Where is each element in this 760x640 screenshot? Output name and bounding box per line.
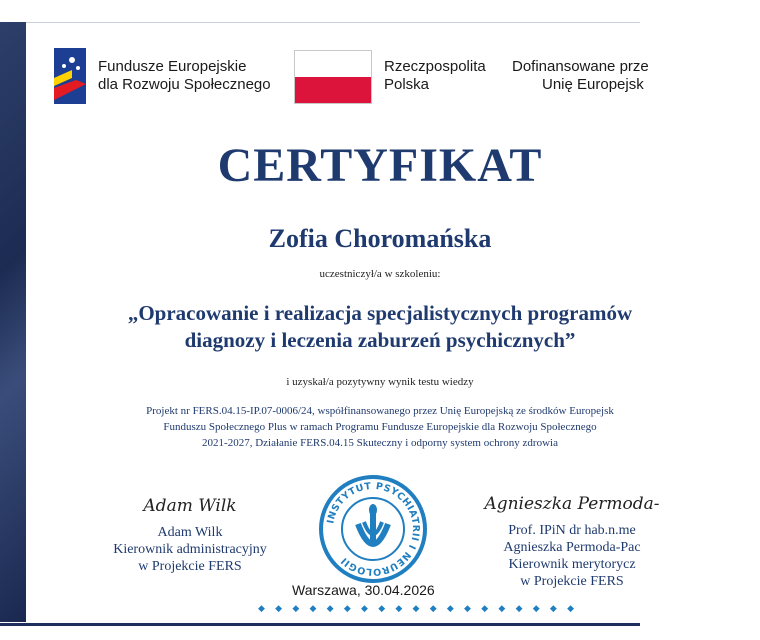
signature-right-handwriting: Agnieszka Permoda-	[484, 494, 660, 514]
project-line1: Projekt nr FERS.04.15-IP.07-0006/24, współfinansowanego przez Unię Europejską ze środków Europejsk	[146, 405, 614, 417]
signature-left	[100, 488, 280, 575]
poland-line1: Rzeczpospolita	[384, 58, 486, 75]
course-title	[0, 300, 760, 354]
signature-right-role: Kierownik merytorycz	[508, 557, 636, 572]
eu-cofinanced-line1: Dofinansowane prze	[512, 58, 649, 75]
poland-logo	[294, 50, 486, 104]
signature-left-name: Adam Wilk	[157, 525, 223, 540]
participated-text: uczestniczył/a w szkoleniu:	[319, 268, 441, 280]
decorative-dots: ◆ ◆ ◆ ◆ ◆ ◆ ◆ ◆ ◆ ◆ ◆ ◆ ◆ ◆ ◆ ◆ ◆ ◆ ◆	[258, 603, 579, 613]
course-line1: „Opracowanie i realizacja specjalistycznych programów	[127, 301, 633, 325]
certificate-title: CERTYFIKAT	[217, 139, 543, 192]
signature-right	[462, 486, 682, 590]
top-divider	[26, 22, 640, 23]
signature-right-name: Agnieszka Permoda-Pac	[503, 540, 641, 555]
poland-flag-icon	[294, 50, 372, 104]
result-text: i uzyskał/a pozytywny wynik testu wiedzy	[286, 376, 474, 388]
signature-right-title: Prof. IPiN dr hab.n.me	[508, 523, 636, 538]
recipient-name: Zofia Choromańska	[268, 224, 492, 253]
eu-cofinanced-logo	[512, 58, 649, 94]
signature-right-project: w Projekcie FERS	[520, 574, 624, 589]
poland-line2: Polska	[384, 76, 430, 93]
signature-left-handwriting: Adam Wilk	[143, 496, 237, 516]
eu-funds-emblem-icon	[50, 44, 90, 108]
eu-funds-logo	[50, 44, 271, 108]
seal-text: INSTYTUT PSYCHIATRII I NEUROLOGII	[325, 480, 422, 578]
institute-seal-icon	[318, 474, 428, 584]
course-line2: diagnozy i leczenia zaburzeń psychicznych”	[184, 328, 576, 352]
eu-funds-line1: Fundusze Europejskie	[98, 58, 247, 75]
eu-funds-line2: dla Rozwoju Społecznego	[98, 76, 271, 93]
signature-left-role: Kierownik administracyjny	[113, 542, 267, 557]
bottom-border	[0, 623, 640, 626]
project-line2: Funduszu Społecznego Plus w ramach Programu Fundusze Europejskie dla Rozwoju Społecznego	[163, 421, 597, 433]
project-line3: 2021-2027, Działanie FERS.04.15 Skuteczny i odporny system ochrony zdrowia	[202, 437, 558, 449]
place-date: Warszawa, 30.04.2026	[292, 582, 435, 598]
signature-left-project: w Projekcie FERS	[138, 559, 242, 574]
eu-cofinanced-line2: Unię Europejsk	[542, 76, 644, 93]
project-info	[0, 403, 760, 451]
